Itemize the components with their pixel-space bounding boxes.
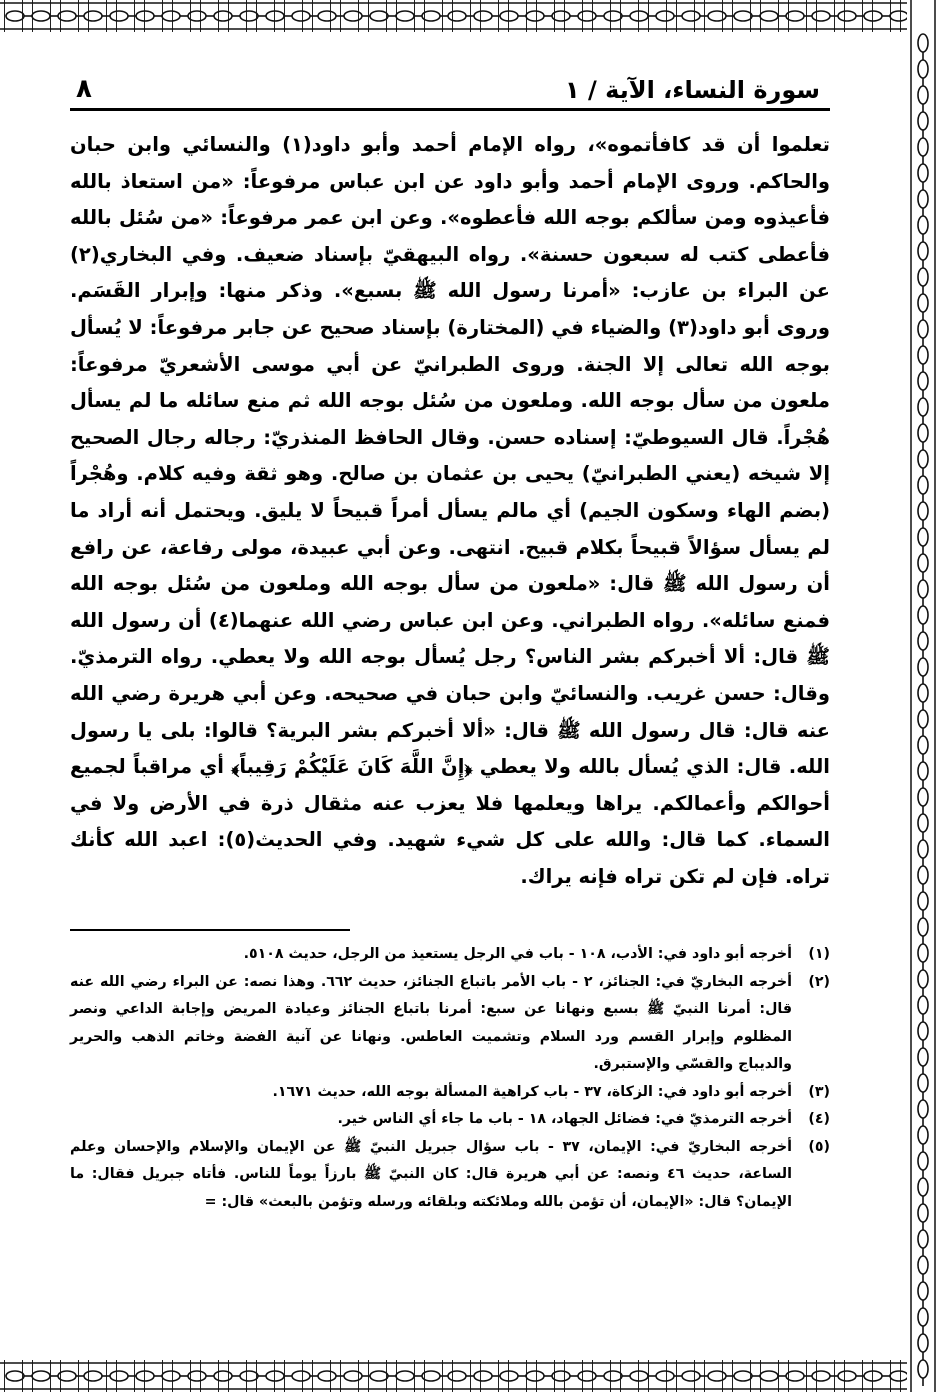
running-header xyxy=(70,60,830,111)
top-ornamental-border xyxy=(0,0,939,32)
footnote-3 xyxy=(70,1079,830,1107)
footnote-text: أخرجه الترمذيّ في: فضائل الجهاد، ١٨ - باب ما جاء أي الناس خير. xyxy=(337,1111,792,1128)
footnote-number: (٥) xyxy=(808,1138,830,1155)
main-text xyxy=(70,127,830,895)
book-page xyxy=(70,60,830,1216)
footnote-text: أخرجه البخاريّ في: الإيمان، ٣٧ - باب سؤال جبريل النبيّ ﷺ عن الإيمان والإسلام والإحسان وعلم الساعة، حديث ٤٦ ونصه: عن أبي هريرة قال: كان النبيّ ﷺ بارزاً يوماً للناس. فأتاه جبريل فقال: ما الإيمان؟ قال: «الإيمان، أن تؤمن بالله وملائكته وبلقائه ورسله وتؤمن بالبعث» قال: = xyxy=(70,1138,792,1210)
footnote-separator xyxy=(70,929,350,931)
footnote-text: أخرجه أبو داود في: الأدب، ١٠٨ - باب في الرجل يستعيذ من الرجل، حديث ٥١٠٨. xyxy=(243,946,792,963)
footnote-number: (٣) xyxy=(808,1083,830,1100)
right-ornamental-border xyxy=(907,0,939,1392)
footnote-text: أخرجه البخاريّ في: الجنائز، ٢ - باب الأمر باتباع الجنائز، حديث ٦٦٢. وهذا نصه: عن البراء رضي الله عنه قال: أمرنا النبيّ ﷺ بسبع ونهانا عن سبع: أمرنا باتباع الجنائز وعيادة المريض وإجابة الداعي ونصر المظلوم وإبرار القسم ورد السلام وتشميت العاطس. ونهانا عن آنية الفضة وخاتم الذهب والحرير والديباج والقسّي والإستبرق. xyxy=(70,973,792,1073)
bottom-ornamental-border xyxy=(0,1360,939,1392)
page-number: ٨ xyxy=(76,74,92,104)
footnotes xyxy=(70,941,830,1216)
footnote-4 xyxy=(70,1106,830,1134)
footnote-number: (٢) xyxy=(808,973,830,990)
footnote-1 xyxy=(70,941,830,969)
page-title: سورة النساء، الآية / ١ xyxy=(565,76,820,104)
footnote-text: أخرجه أبو داود في: الزكاة، ٣٧ - باب كراهية المسألة بوجه الله، حديث ١٦٧١. xyxy=(272,1083,792,1100)
body-paragraph: تعلموا أن قد كافأتموه»، رواه الإمام أحمد وأبو داود(١) والنسائي وابن حبان والحاكم. وروى الإمام أحمد وأبو داود عن ابن عباس مرفوعاً: «من استعاذ بالله فأعيذوه ومن سألكم بوجه الله فأعطوه». وعن ابن عمر مرفوعاً: «من سُئل بالله فأعطى كتب له سبعون حسنة». رواه البيهقيّ بإسناد ضعيف. وفي البخاري(٢) عن البراء بن عازب: «أمرنا رسول الله ﷺ بسبع». وذكر منها: وإبرار القَسَم. وروى أبو داود(٣) والضياء في (المختارة) بإسناد صحيح عن جابر مرفوعاً: لا يُسأل بوجه الله تعالى إلا الجنة. وروى الطبرانيّ عن أبي موسى الأشعريّ مرفوعاً: ملعون من سأل بوجه الله. وملعون من سُئل بوجه الله ثم منع سائله ما لم يسأل هُجْراً. قال السيوطيّ: إسناده حسن. وقال الحافظ المنذريّ: رجاله رجال الصحيح إلا شيخه (يعني الطبرانيّ) يحيى بن عثمان بن صالح. وهو ثقة وفيه كلام. وهُجْراً (بضم الهاء وسكون الجيم) أي مالم يسأل أمراً قبيحاً لا يليق. ويحتمل أنه أراد ما لم يسأل سؤالاً قبيحاً بكلام قبيح. انتهى. وعن أبي عبيدة، مولى رفاعة، عن رافع أن رسول الله ﷺ قال: «ملعون من سأل بوجه الله وملعون من سُئل بوجه الله فمنع سائله». رواه الطبراني. وعن ابن عباس رضي الله عنهما(٤) أن رسول الله ﷺ قال: ألا أخبركم بشر الناس؟ رجل يُسأل بوجه الله ولا يعطي. رواه الترمذيّ. وقال: حسن غريب. والنسائيّ وابن حبان في صحيحه. وعن أبي هريرة رضي الله عنه قال: قال رسول الله ﷺ قال: «ألا أخبركم بشر البرية؟ قالوا: بلى يا رسول الله. قال: الذي يُسأل بالله ولا يعطي ﴿إِنَّ اللَّهَ كَانَ عَلَيْكُمْ رَقِيباً﴾ أي مراقباً لجميع أحوالكم وأعمالكم. يراها ويعلمها فلا يعزب عنه مثقال ذرة في الأرض ولا في السماء. كما قال: والله على كل شيء شهيد. وفي الحديث(٥): اعبد الله كأنك تراه. فإن لم تكن تراه فإنه يراك. xyxy=(70,133,830,888)
footnote-5 xyxy=(70,1134,830,1217)
footnote-number: (١) xyxy=(808,946,830,963)
footnote-2 xyxy=(70,969,830,1079)
footnote-number: (٤) xyxy=(808,1111,830,1128)
